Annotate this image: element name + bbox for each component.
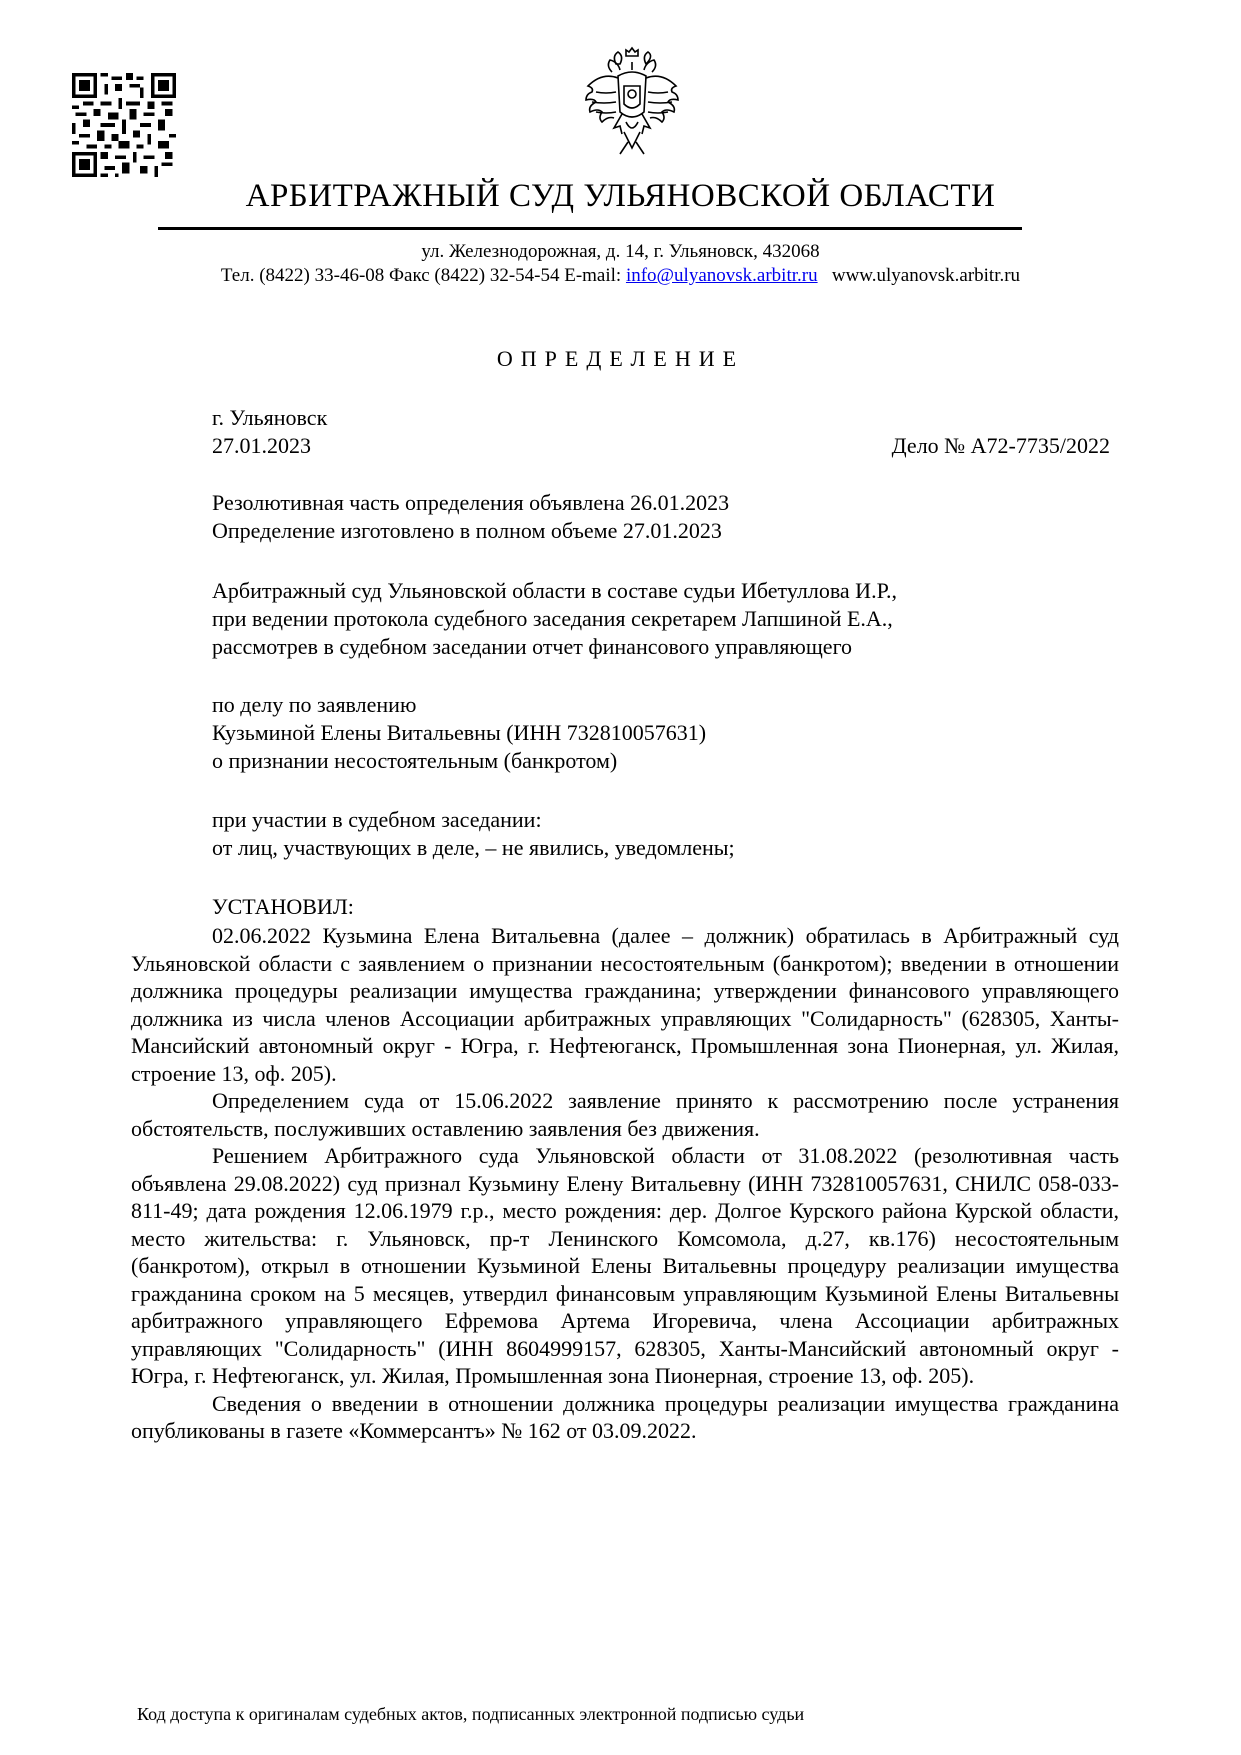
- court-contacts: [0, 264, 1241, 288]
- email-link[interactable]: info@ulyanovsk.arbitr.ru: [625, 265, 818, 286]
- composition-line-2: при ведении протокола судебного заседания секретарем Лапшиной Е.А.,: [212, 606, 893, 631]
- announce-line-2: Определение изготовлено в полном объеме 27.01.2023: [212, 518, 722, 543]
- document-date: 27.01.2023: [212, 433, 311, 458]
- case-line-3: о признании несостоятельным (банкротом): [212, 748, 618, 773]
- ruling-body: [131, 922, 1119, 1445]
- composition-line-1: Арбитражный суд Ульяновской области в составе судьи Ибетуллова И.Р.,: [212, 578, 898, 603]
- case-number: Дело № А72-7735/2022: [891, 433, 1110, 458]
- contacts-phone-fax: Тел. (8422) 33-46-08 Факс (8422) 32-54-54 E-mail:: [220, 265, 626, 286]
- court-address: ул. Железнодорожная, д. 14, г. Ульяновск, 432068: [421, 241, 820, 262]
- document-kind: ОПРЕДЕЛЕНИЕ: [496, 346, 745, 371]
- body-paragraph-4: Сведения о введении в отношении должника процедуры реализации имущества гражданина опубликованы в газете «Коммерсантъ» № 162 от 03.09.2022.: [131, 1390, 1119, 1443]
- composition-line-3: рассмотрев в судебном заседании отчет финансового управляющего: [212, 634, 853, 659]
- case-line-1: по делу по заявлению: [212, 692, 417, 717]
- website-text: www.ulyanovsk.arbitr.ru: [831, 265, 1021, 286]
- footer-access-code-note: Код доступа к оригиналам судебных актов, подписанных электронной подписью судьи: [137, 1704, 805, 1724]
- announce-line-1: Резолютивная часть определения объявлена 26.01.2023: [212, 490, 730, 515]
- participants-line-2: от лиц, участвующих в деле, – не явились, уведомлены;: [212, 835, 735, 860]
- title-underline-divider: [158, 227, 1022, 230]
- body-paragraph-2: Определением суда от 15.06.2022 заявление принято к рассмотрению после устранения обстоятельств, послуживших оставлению заявления без движения.: [131, 1088, 1119, 1141]
- body-paragraph-1: 02.06.2022 Кузьмина Елена Витальевна (далее – должник) обратилась в Арбитражный суд Ульяновской области с заявлением о признании несостоятельным (банкротом); введении в отношении должника процедуры реализации имущества гражданина; утверждении финансового управляющего должника из числа членов Ассоциации арбитражных управляющих "Солидарность" (628305, Ханты-Мансийский автономный округ - Югра, г. Нефтеюганск, Промышленная зона Пионерная, ул. Жилая, строение 13, оф. 205).: [131, 923, 1119, 1086]
- russian-coat-of-arms-emblem: [576, 42, 688, 162]
- body-paragraph-3: Решением Арбитражного суда Ульяновской области от 31.08.2022 (резолютивная часть объявлена 29.08.2022) суд признал Кузьмину Елену Витальевну (ИНН 732810057631, СНИЛС 058-033-811-49; дата рождения 12.06.1979 г.р., место рождения: дер. Долгое Курского района Курской области, место жительства: г. Ульяновск, пр-т Ленинского Комсомола, д.27, кв.176) несостоятельным (банкротом), открыл в отношении Кузьминой Елены Витальевны процедуру реализации имущества гражданина сроком на 5 месяцев, утвердил финансовым управляющим Кузьминой Елены Витальевны арбитражного управляющего Ефремова Артема Игоревича, члена Ассоциации арбитражных управляющих "Солидарность" (ИНН 8604999157, 628305, Ханты-Мансийский автономный округ - Югра, г. Нефтеюганск, ул. Жилая, Промышленная зона Пионерная, строение 13, оф. 205).: [131, 1143, 1119, 1388]
- court-name: АРБИТРАЖНЫЙ СУД УЛЬЯНОВСКОЙ ОБЛАСТИ: [245, 178, 996, 214]
- established-heading: УСТАНОВИЛ:: [212, 894, 354, 919]
- contacts-spacer: [818, 265, 832, 286]
- case-line-2: Кузьминой Елены Витальевны (ИНН 732810057631): [212, 720, 707, 745]
- qr-code-icon: [72, 73, 176, 177]
- document-city: г. Ульяновск: [212, 405, 328, 430]
- participants-line-1: при участии в судебном заседании:: [212, 807, 542, 832]
